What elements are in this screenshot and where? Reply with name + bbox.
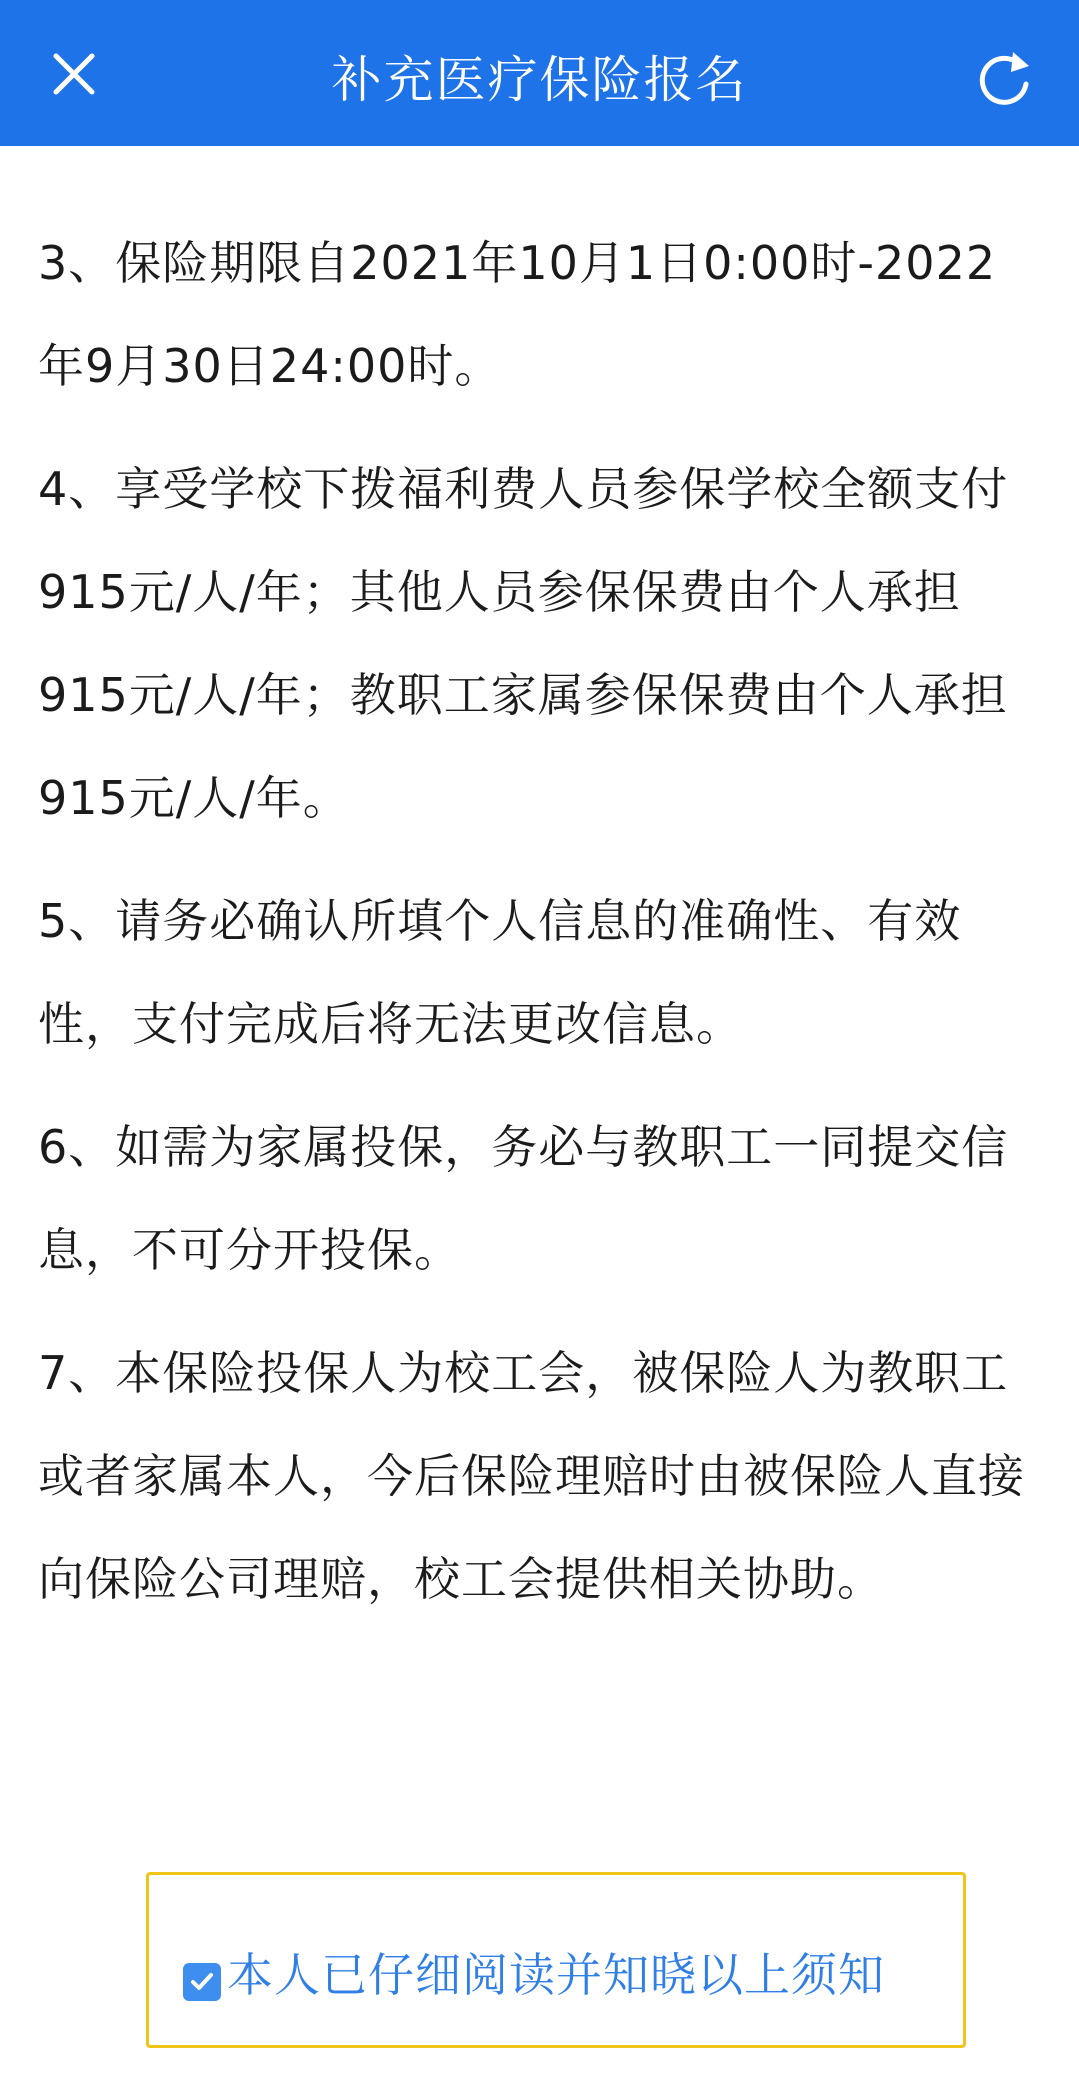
notice-item-7: 7、本保险投保人为校工会，被保险人为教职工或者家属本人，今后保险理赔时由被保险人直接向保险公司理赔，校工会提供相关协助。 — [38, 1346, 1025, 1606]
agreement-checkbox[interactable] — [183, 1963, 221, 2001]
notice-item-4: 4、享受学校下拨福利费人员参保学校全额支付915元/人/年；其他人员参保保费由个人承担915元/人/年；教职工家属参保保费由个人承担915元/人/年。 — [38, 462, 1009, 825]
top-navigation-bar — [0, 0, 1079, 146]
notice-list — [38, 212, 1043, 1651]
check-icon — [188, 1968, 216, 1996]
agreement-checkbox-row[interactable] — [183, 1945, 885, 2005]
page-title: 补充医疗保险报名 — [331, 51, 748, 109]
notice-item-3: 3、保险期限自2021年10月1日0:00时-2022年9月30日24:00时。 — [38, 236, 997, 393]
agreement-box — [146, 1872, 966, 2048]
refresh-icon[interactable] — [969, 44, 1039, 114]
notice-item-5: 5、请务必确认所填个人信息的准确性、有效性，支付完成后将无法更改信息。 — [38, 894, 962, 1051]
agreement-label: 本人已仔细阅读并知晓以上须知 — [227, 1948, 885, 2002]
notice-item-6: 6、如需为家属投保，务必与教职工一同提交信息，不可分开投保。 — [38, 1120, 1009, 1277]
